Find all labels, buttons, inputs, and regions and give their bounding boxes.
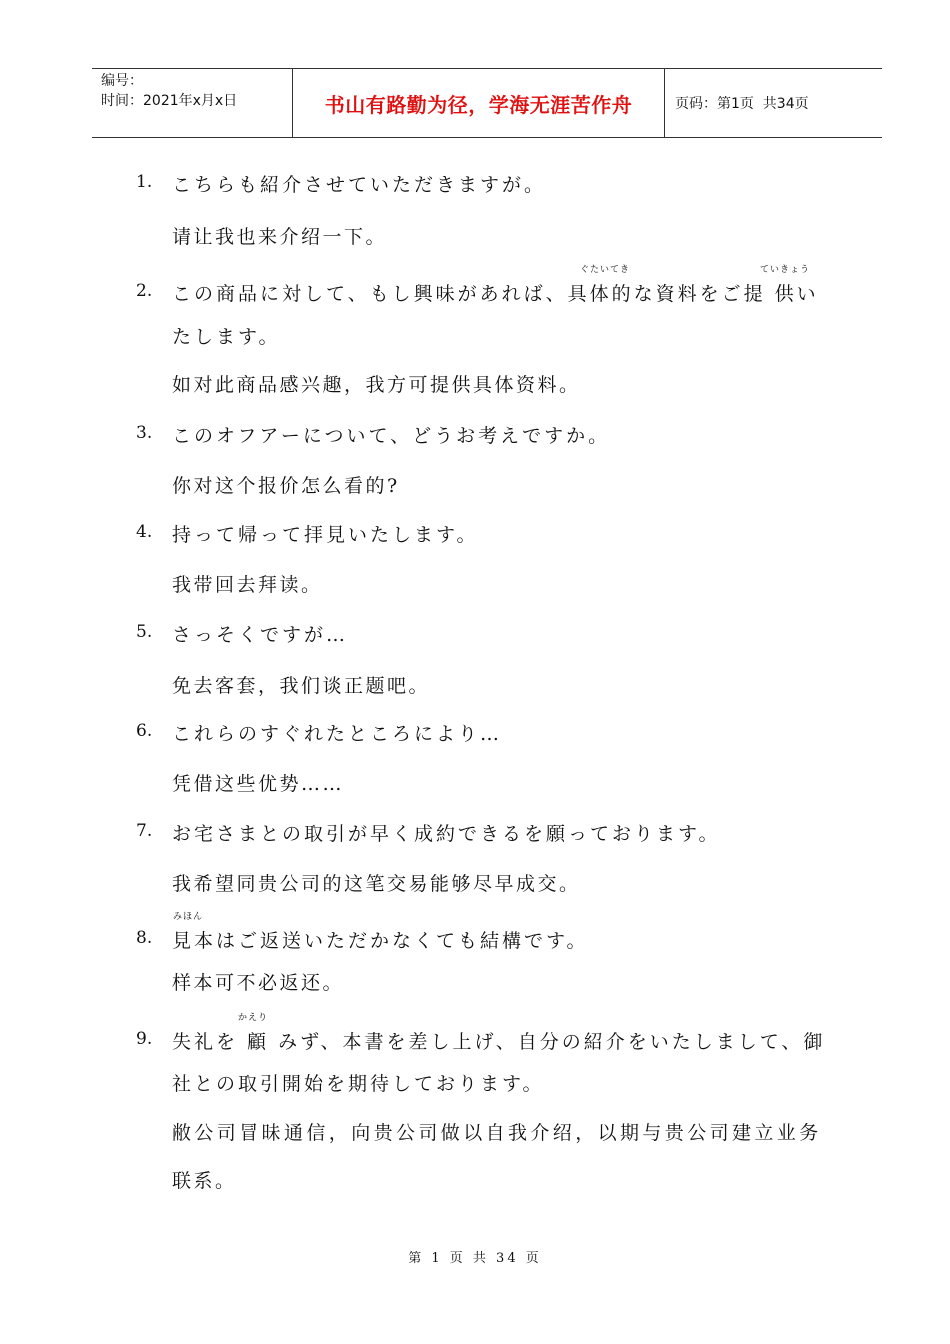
- chinese-translation: 样本可不必返还。: [172, 972, 345, 994]
- item-number: 7.: [136, 821, 153, 841]
- chinese-translation: 我带回去拜读。: [172, 574, 323, 596]
- header-info-cell: [92, 69, 292, 137]
- furigana: ていきょう: [760, 265, 811, 275]
- page-footer: [0, 1247, 950, 1266]
- chinese-translation: 如对此商品感兴趣，我方可提供具体资料。: [172, 374, 581, 396]
- japanese-sentence: 失礼を 顧 みず、本書を差し上げ、自分の紹介をいたしまして、御: [172, 1031, 826, 1053]
- item-number: 6.: [136, 721, 153, 741]
- item-number: 3.: [136, 423, 153, 443]
- japanese-sentence: お宅さまとの取引が早く成約できるを願っております。: [172, 823, 721, 845]
- footer-page-number: 第 1 页 共 34 页: [408, 1251, 542, 1266]
- japanese-sentence-continued: たします。: [172, 326, 281, 348]
- chinese-translation-continued: 联系。: [172, 1170, 237, 1192]
- furigana: かえり: [238, 1013, 269, 1023]
- chinese-translation: 请让我也来介绍一下。: [172, 226, 388, 248]
- japanese-sentence-continued: 社との取引開始を期待しております。: [172, 1073, 545, 1095]
- japanese-sentence: 見本はご返送いただかなくても結構です。: [172, 930, 589, 952]
- japanese-sentence: こちらも紹介させていただきますが。: [172, 174, 547, 196]
- item-number: 2.: [136, 281, 153, 301]
- furigana: ぐたいてき: [580, 265, 631, 275]
- chinese-translation: 你对这个报价怎么看的?: [172, 475, 400, 497]
- item-number: 5.: [136, 622, 153, 642]
- header-page-cell: [665, 69, 882, 137]
- chinese-translation: 凭借这些优势……: [172, 773, 345, 795]
- chinese-translation: 敝公司冒昧通信，向贵公司做以自我介绍，以期与贵公司建立业务: [172, 1122, 822, 1144]
- time-label: 时间：2021年x月x日: [101, 93, 238, 109]
- item-number: 8.: [136, 928, 153, 948]
- code-label: 编号：: [101, 73, 143, 89]
- header-motto: 书山有路勤为径，学海无涯苦作舟: [292, 69, 665, 137]
- item-number: 1.: [136, 172, 153, 192]
- item-number: 9.: [136, 1029, 153, 1049]
- chinese-translation: 我希望同贵公司的这笔交易能够尽早成交。: [172, 873, 581, 895]
- header-table: [92, 68, 882, 138]
- furigana: みほん: [173, 912, 204, 922]
- japanese-sentence: この商品に対して、もし興味があれば、具体的な資料をご提 供い: [172, 283, 819, 305]
- japanese-sentence: これらのすぐれたところにより…: [172, 723, 503, 745]
- item-number: 4.: [136, 522, 153, 542]
- japanese-sentence: このオフアーについて、どうお考えですか。: [172, 425, 611, 447]
- page-label: 页码：第1页 共34页: [675, 96, 809, 112]
- chinese-translation: 免去客套，我们谈正题吧。: [172, 675, 431, 697]
- japanese-sentence: 持って帰って拝見いたします。: [172, 524, 479, 546]
- japanese-sentence: さっそくですが…: [172, 624, 349, 646]
